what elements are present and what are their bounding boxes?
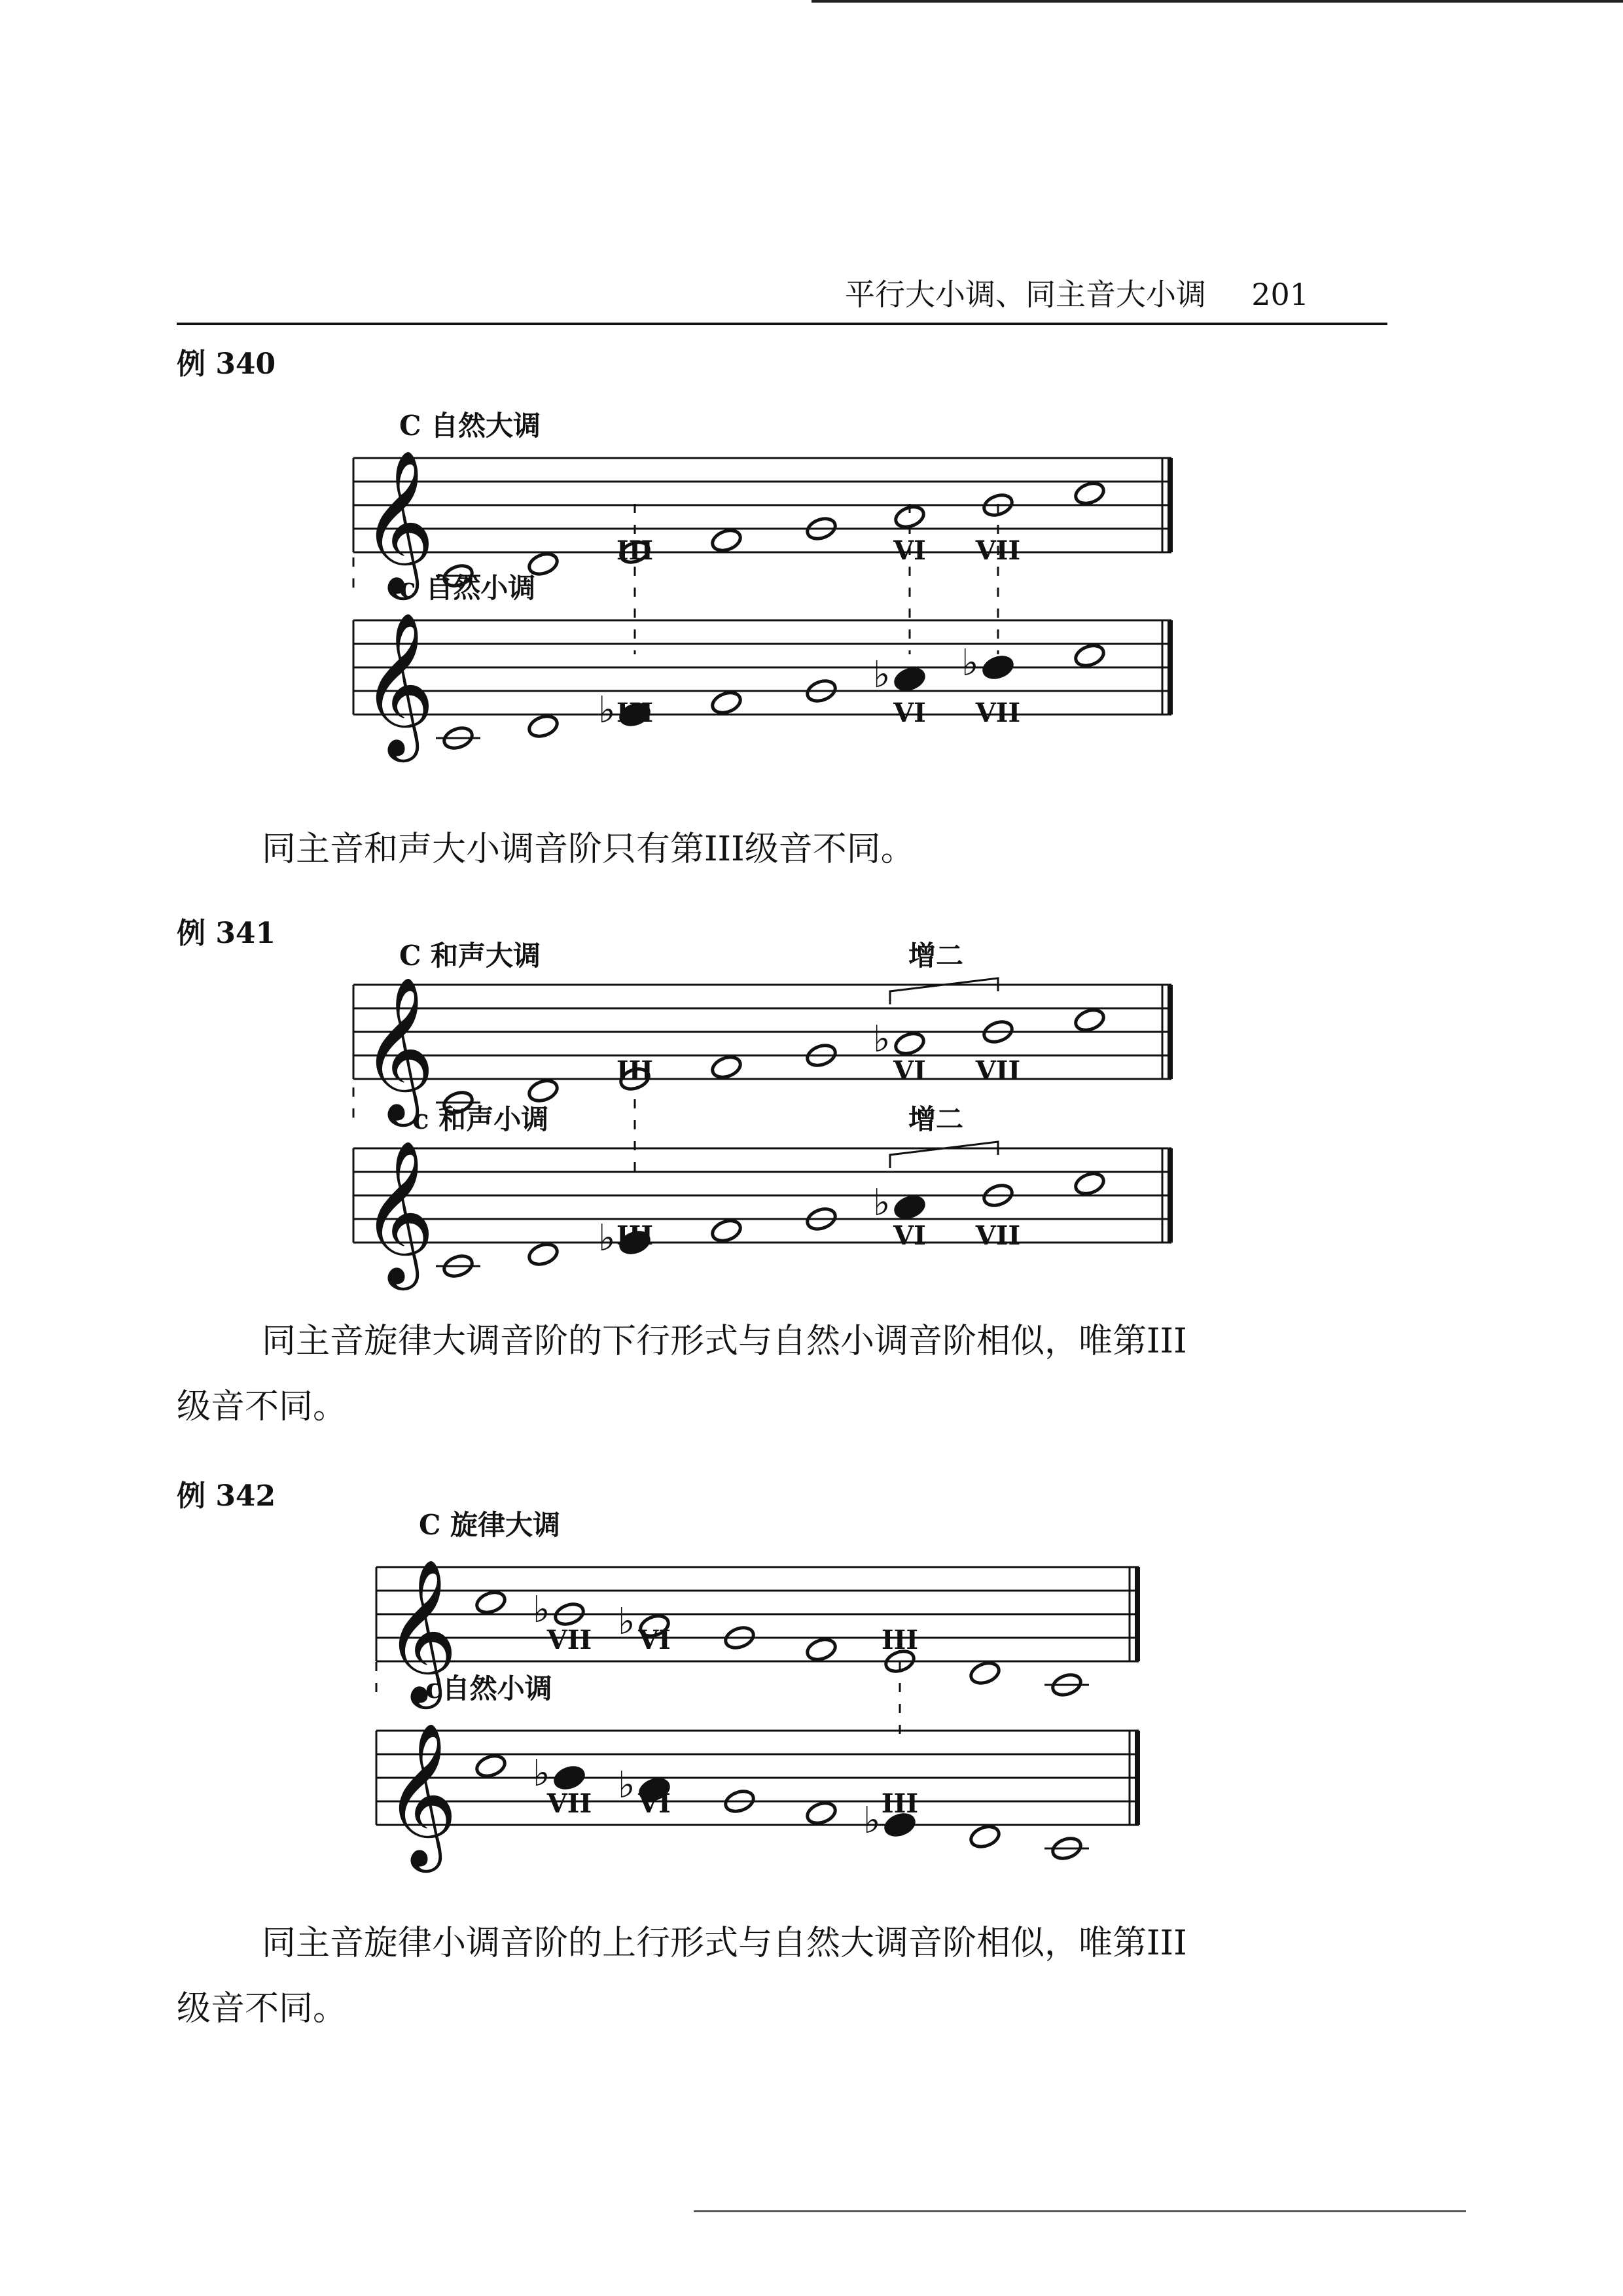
- paragraph-3-line1: 同主音旋律小调音阶的上行形式与自然大调音阶相似，唯第III: [262, 1924, 1187, 1963]
- example-label-340: 例 340: [177, 347, 276, 381]
- flat-sign-icon: ♭: [873, 654, 891, 696]
- degree-label: VII: [975, 535, 1021, 566]
- note-342-2: [969, 1823, 1002, 1850]
- degree-label: VII: [975, 1055, 1021, 1086]
- note-342-1: [805, 1636, 838, 1663]
- paragraph-2-line1: 同主音旋律大调音阶的下行形式与自然小调音阶相似，唯第III: [262, 1322, 1187, 1361]
- header-title: 平行大小调、同主音大小调: [844, 277, 1206, 312]
- staff2-title: c 和声小调: [412, 1103, 549, 1135]
- staff1-title: C 旋律大调: [419, 1509, 561, 1541]
- treble-clef-icon: 𝄞: [361, 449, 435, 593]
- degree-label: III: [881, 1788, 919, 1819]
- degree-label: VI: [893, 1220, 926, 1251]
- degree-label: VI: [893, 698, 926, 728]
- interval-label: 增二: [908, 940, 964, 972]
- flat-sign-icon: ♭: [618, 1600, 635, 1643]
- paragraph-3-line2: 级音不同。: [177, 1989, 348, 2028]
- paragraph-3: [177, 1911, 1335, 2041]
- flat-sign-icon: ♭: [533, 1589, 550, 1631]
- degree-label: VI: [893, 535, 926, 566]
- degree-label: VI: [638, 1625, 671, 1655]
- degree-label: III: [881, 1625, 919, 1655]
- note-342-2: [553, 1764, 586, 1791]
- staff2-title: c 自然小调: [399, 572, 536, 604]
- degree-label: III: [616, 1055, 654, 1086]
- degree-label: III: [616, 535, 654, 566]
- flat-sign-icon: ♭: [863, 1799, 881, 1842]
- staff2-title: c自然小调: [425, 1672, 552, 1704]
- note-342-2: [805, 1799, 838, 1826]
- degree-label: III: [616, 1220, 654, 1251]
- degree-label: VII: [546, 1788, 592, 1819]
- flat-sign-icon: ♭: [598, 689, 616, 732]
- treble-clef-icon: 𝄞: [384, 1558, 458, 1703]
- treble-clef-icon: 𝄞: [384, 1722, 458, 1866]
- degree-label: VII: [975, 1220, 1021, 1251]
- treble-clef-icon: 𝄞: [361, 611, 435, 756]
- note-342-2: [474, 1752, 508, 1779]
- bottom-scan-rule: [694, 2210, 1466, 2212]
- treble-clef-icon: 𝄞: [361, 976, 435, 1120]
- degree-label: VI: [638, 1788, 671, 1819]
- flat-sign-icon: ♭: [618, 1764, 635, 1807]
- staff-342-1-end-thick-bar: [1135, 1567, 1140, 1661]
- flat-sign-icon: ♭: [873, 1182, 891, 1224]
- staff1-title: C 和声大调: [399, 940, 541, 972]
- degree-label: VI: [893, 1055, 926, 1086]
- paragraph-1-text: 同主音和声大小调音阶只有第III级音不同。: [262, 830, 915, 869]
- degree-label: VII: [546, 1625, 592, 1655]
- paragraph-2-line2: 级音不同。: [177, 1387, 348, 1426]
- degree-label: III: [616, 698, 654, 728]
- note-342-1: [474, 1589, 508, 1616]
- example-label-341: 例 341: [177, 917, 276, 950]
- flat-sign-icon: ♭: [533, 1752, 550, 1795]
- staff-342-2-end-thick-bar: [1135, 1731, 1140, 1825]
- staff1-title: C 自然大调: [399, 410, 541, 442]
- note-342-1: [969, 1659, 1002, 1686]
- flat-sign-icon: ♭: [961, 642, 979, 684]
- page-number: 201: [1251, 277, 1309, 312]
- example-label-342: 例 342: [177, 1479, 276, 1513]
- flat-sign-icon: ♭: [598, 1217, 616, 1260]
- degree-label: VII: [975, 698, 1021, 728]
- flat-sign-icon: ♭: [873, 1018, 891, 1061]
- treble-clef-icon: 𝄞: [361, 1139, 435, 1284]
- interval-label: 增二: [908, 1103, 964, 1135]
